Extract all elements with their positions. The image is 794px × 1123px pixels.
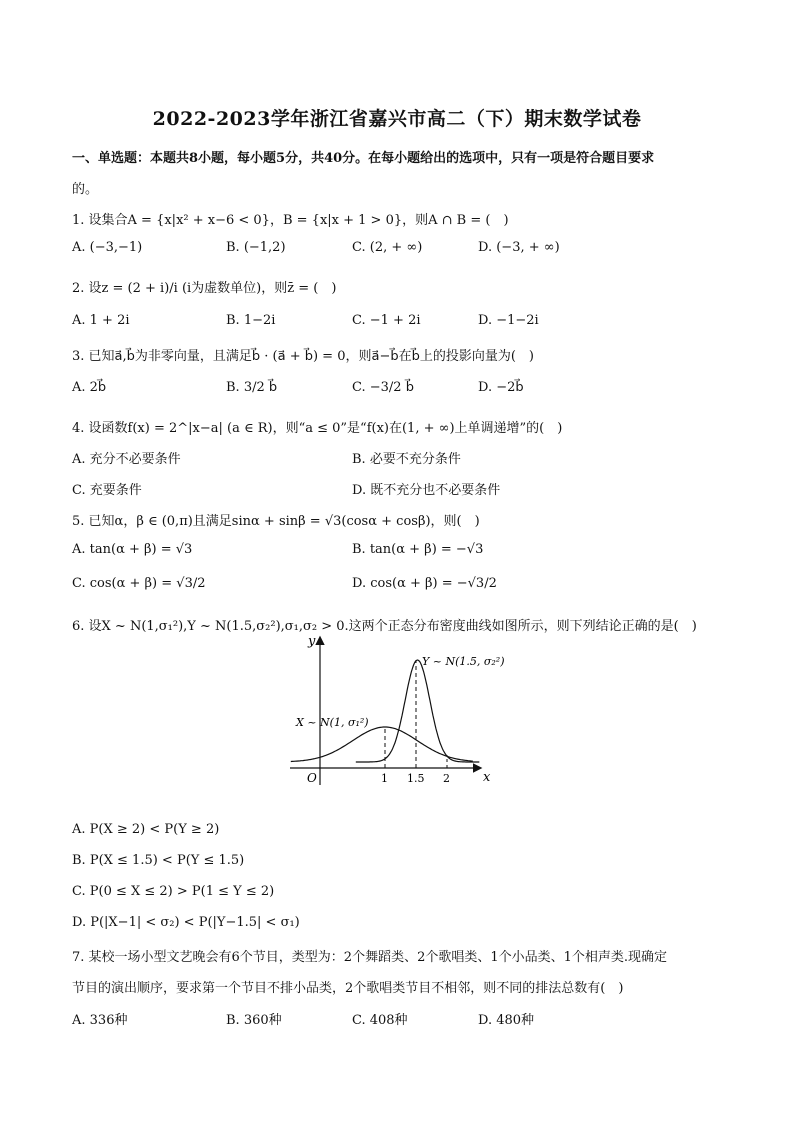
question-4-option-c: C. 充要条件 bbox=[72, 483, 142, 498]
curve-x bbox=[291, 727, 473, 762]
question-3-option-d: D. −2b⃗ bbox=[478, 380, 524, 395]
section-heading-line1: 一、单选题：本题共8小题，每小题5分，共40分。在每小题给出的选项中，只有一项是符合题目要求 bbox=[72, 151, 655, 166]
question-6-option-c: C. P(0 ≤ X ≤ 2) > P(1 ≤ Y ≤ 2) bbox=[72, 884, 275, 899]
question-2-option-c: C. −1 + 2i bbox=[352, 313, 421, 328]
section-heading-line2: 的。 bbox=[72, 182, 99, 197]
question-3-option-c: C. −3/2 b⃗ bbox=[352, 380, 414, 395]
x-axis-label: x bbox=[483, 770, 491, 785]
question-1-option-c: C. (2, + ∞) bbox=[352, 240, 423, 255]
question-1-stem: 1. 设集合A = {x|x² + x−6 < 0}，B = {x|x + 1 > 0}，则A ∩ B = ( ) bbox=[72, 213, 509, 228]
curve-y-label: Y ~ N(1.5, σ₂²) bbox=[422, 655, 505, 668]
question-7-stem-line1: 7. 某校一场小型文艺晚会有6个节目，类型为：2个舞蹈类、2个歌唱类、1个小品类、1个相声类.现确定 bbox=[72, 950, 668, 965]
question-4-option-a: A. 充分不必要条件 bbox=[72, 452, 181, 467]
question-5-option-a: A. tan(α + β) = √3 bbox=[72, 542, 193, 557]
question-4-option-d: D. 既不充分也不必要条件 bbox=[352, 483, 501, 498]
curve-x-label: X ~ N(1, σ₁²) bbox=[296, 716, 369, 729]
question-3-stem: 3. 已知a⃗,b⃗为非零向量，且满足b⃗ · (a⃗ + b⃗) = 0，则a⃗−b⃗在b⃗上的投影向量为( ) bbox=[72, 349, 534, 364]
question-1-option-d: D. (−3, + ∞) bbox=[478, 240, 560, 255]
question-2-option-b: B. 1−2i bbox=[226, 313, 276, 328]
question-3-option-a: A. 2b⃗ bbox=[72, 380, 107, 395]
question-2-option-d: D. −1−2i bbox=[478, 313, 539, 328]
question-7-stem-line2: 节目的演出顺序，要求第一个节目不排小品类，2个歌唱类节目不相邻，则不同的排法总数有( ) bbox=[72, 981, 624, 996]
question-3-option-b: B. 3/2 b⃗ bbox=[226, 380, 278, 395]
origin-label: O bbox=[307, 771, 317, 785]
question-7-option-b: B. 360种 bbox=[226, 1013, 282, 1028]
question-6-option-d: D. P(|X−1| < σ₂) < P(|Y−1.5| < σ₁) bbox=[72, 915, 300, 930]
question-7-option-a: A. 336种 bbox=[72, 1013, 128, 1028]
question-4-stem: 4. 设函数f(x) = 2^|x−a| (a ∈ R)，则“a ≤ 0”是“f(x)在(1, + ∞)上单调递增”的( ) bbox=[72, 421, 563, 436]
question-6-option-b: B. P(X ≤ 1.5) < P(Y ≤ 1.5) bbox=[72, 853, 245, 868]
question-1-option-a: A. (−3,−1) bbox=[72, 240, 143, 255]
question-5-option-d: D. cos(α + β) = −√3/2 bbox=[352, 576, 497, 591]
question-2-stem: 2. 设z = (2 + i)/i (i为虚数单位)，则z̄ = ( ) bbox=[72, 281, 337, 296]
y-axis-label: y bbox=[308, 634, 316, 649]
question-5-stem: 5. 已知α，β ∈ (0,π)且满足sinα + sinβ = √3(cosα + cosβ)，则( ) bbox=[72, 514, 480, 529]
question-4-option-b: B. 必要不充分条件 bbox=[352, 452, 461, 467]
question-2-option-a: A. 1 + 2i bbox=[72, 313, 130, 328]
question-5-option-b: B. tan(α + β) = −√3 bbox=[352, 542, 484, 557]
question-7-option-d: D. 480种 bbox=[478, 1013, 535, 1028]
tick-label-1: 1 bbox=[381, 772, 388, 785]
question-7-option-c: C. 408种 bbox=[352, 1013, 408, 1028]
question-1-option-b: B. (−1,2) bbox=[226, 240, 286, 255]
question-6-option-a: A. P(X ≥ 2) < P(Y ≥ 2) bbox=[72, 822, 220, 837]
tick-label-2: 2 bbox=[443, 772, 450, 785]
question-6-stem: 6. 设X ~ N(1,σ₁²),Y ~ N(1.5,σ₂²),σ₁,σ₂ > 0.这两个正态分布密度曲线如图所示，则下列结论正确的是( ) bbox=[72, 619, 697, 634]
curve-y bbox=[356, 660, 480, 762]
question-5-option-c: C. cos(α + β) = √3/2 bbox=[72, 576, 206, 591]
normal-distribution-figure bbox=[280, 630, 510, 790]
tick-label-1-5: 1.5 bbox=[407, 772, 425, 785]
page-title: 2022-2023学年浙江省嘉兴市高二（下）期末数学试卷 bbox=[152, 108, 642, 130]
